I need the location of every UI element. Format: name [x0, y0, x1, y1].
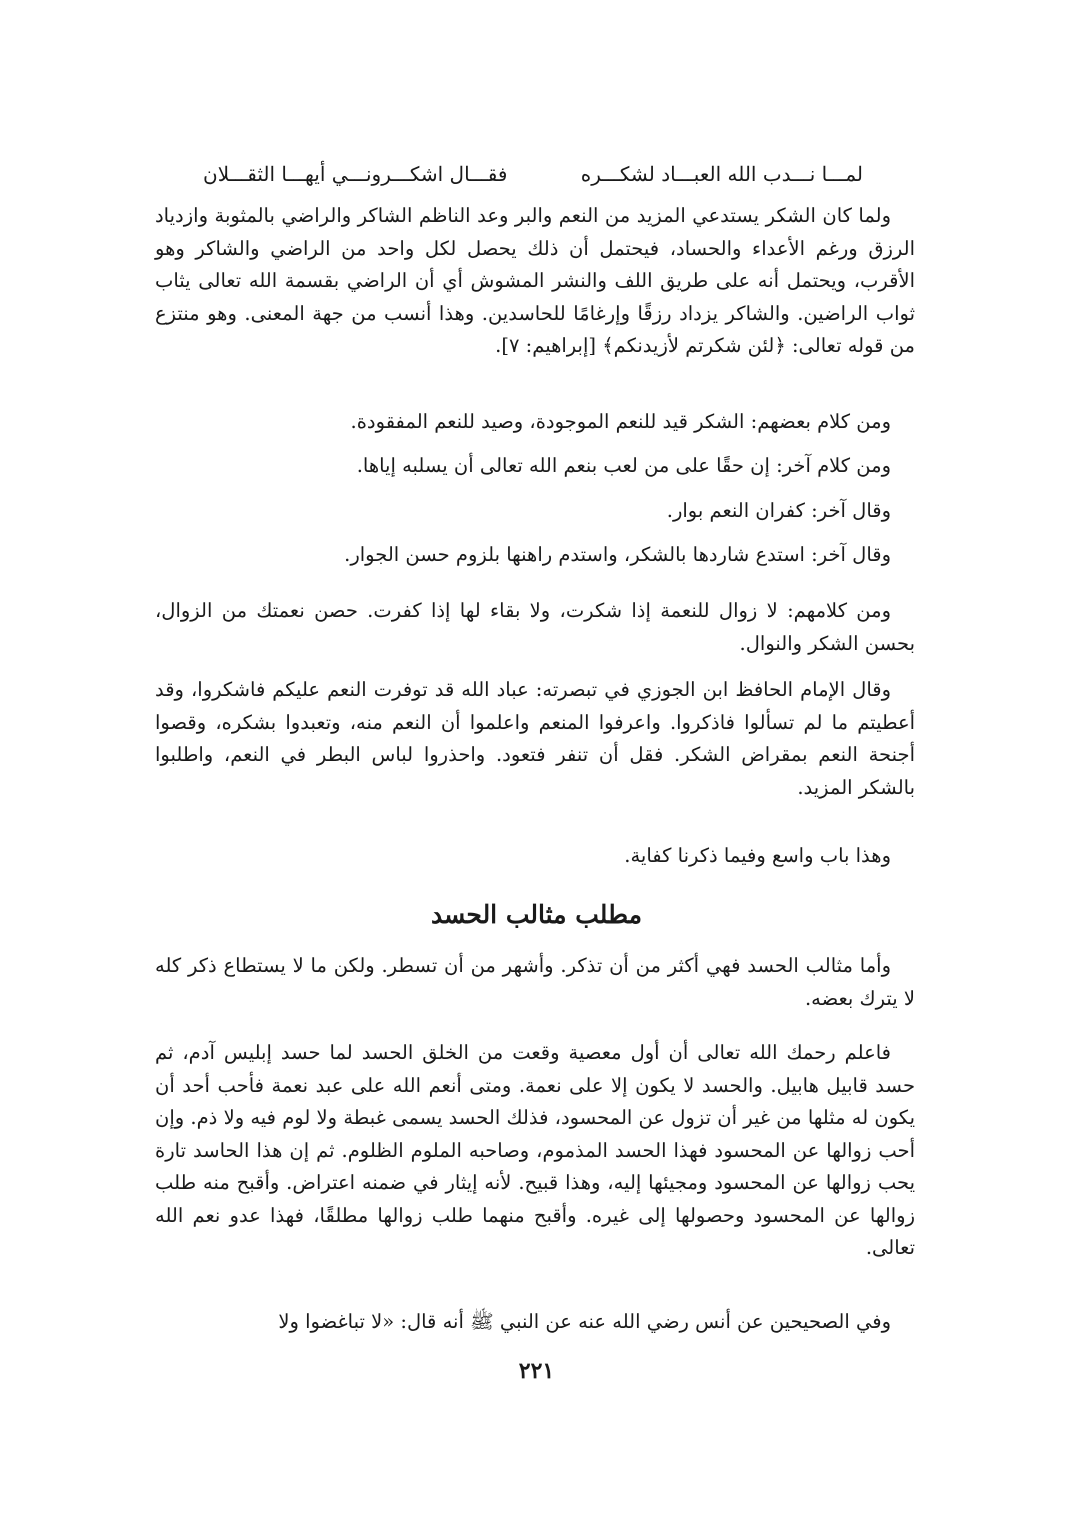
paragraph-envy-intro: وأما مثالب الحسد فهي أكثر من أن تذكر. وأشهر من أن تسطر. ولكن ما لا يستطاع ذكر كله لا يترك بعضه. [155, 954, 915, 1010]
paragraph-hadith: وفي الصحيحين عن أنس رضي الله عنه عن النبي ﷺ أنه قال: «لا تباغضوا ولا [278, 1310, 891, 1333]
page-number: ٢٢١ [518, 1358, 555, 1384]
paragraph-envy-explanation: فاعلم رحمك الله تعالى أن أول معصية وقعت من الخلق الحسد لما حسد إبليس آدم، ثم حسد قابيل هابيل. والحسد لا يكون إلا على نعمة. ومتى أنعم الله على عبد نعمة فأحب أحد أن يكون له مثلها من غير أن تزول عن المحسود، فذلك الحسد يسمى غبطة ولا لوم فيه ولا ذم. وإن أحب زوالها عن المحسود فهذا الحسد المذموم، وصاحبه الملوم الظلوم. ثم إن هذا الحاسد تارة يحب زوالها عن المحسود ومجيئها إليه، وهذا قبيح. لأنه إيثار في ضمنه اعتراض. وأقبح منه طلب زوالها عن المحسود وحصولها إلى غيره. وأقبح منهما طلب زوالها مطلقًا، فهذا عدو نعم الله تعالى. [155, 1041, 915, 1259]
paragraph-saying-1: ومن كلام بعضهم: الشكر قيد للنعم الموجودة، وصيد للنعم المفقودة. [350, 410, 891, 433]
paragraph-conclusion: وهذا باب واسع وفيما ذكرنا كفاية. [624, 844, 891, 867]
verse-second-hemistich: فقـــال اشكـــرونـــي أيهـــا الثقـــلان [203, 162, 508, 186]
verse-first-hemistich: لمـــا نـــدب الله العبـــاد لشكـــره [580, 162, 863, 186]
paragraph-saying-2: ومن كلام آخر: إن حقًا على من لعب بنعم الله تعالى أن يسلبه إياها. [356, 454, 891, 477]
section-heading: مطلب مثالب الحسد [431, 900, 642, 929]
paragraph-ibn-al-jawzi: وقال الإمام الحافظ ابن الجوزي في تبصرته: عباد الله قد توفرت النعم عليكم فاشكروا، وقد أعطيتم ما لم تسألوا فاذكروا. واعرفوا المنعم واعلموا أن النعم منه، وتعبدوا بشكره، وقصوا أجنحة النعم بمقراض الشكر. فقل أن تنفر فتعود. واحذروا لباس البطر في النعم، واطلبوا بالشكر المزيد. [155, 678, 915, 799]
paragraph-saying-3: وقال آخر: كفران النعم بوار. [666, 499, 891, 522]
paragraph-gratitude-commentary: ولما كان الشكر يستدعي المزيد من النعم والبر وعد الناظم الشاكر والراضي بالمثوبة وازدياد الرزق ورغم الأعداء والحساد، فيحتمل أن ذلك يحصل لكل واحد من الراضي والشاكر وهو الأقرب، ويحتمل أنه على طريق اللف والنشر المشوش أي أن الراضي بقسمة الله تعالى يثاب ثواب الراضين. والشاكر يزداد رزقًا وإرغامًا للحاسدين. وهذا أنسب من جهة المعنى. وهو منتزع من قوله تعالى: ﴿لئن شكرتم لأزيدنكم﴾ [إبراهيم: ٧]. [155, 204, 915, 357]
poem-verse [203, 158, 863, 190]
paragraph-saying-5: ومن كلامهم: لا زوال للنعمة إذا شكرت، ولا بقاء لها إذا كفرت. حصن نعمتك من الزوال، بحسن الشكر والنوال. [155, 599, 915, 655]
paragraph-saying-4: وقال آخر: استدع شاردها بالشكر، واستدم راهنها بلزوم حسن الجوار. [344, 543, 891, 566]
